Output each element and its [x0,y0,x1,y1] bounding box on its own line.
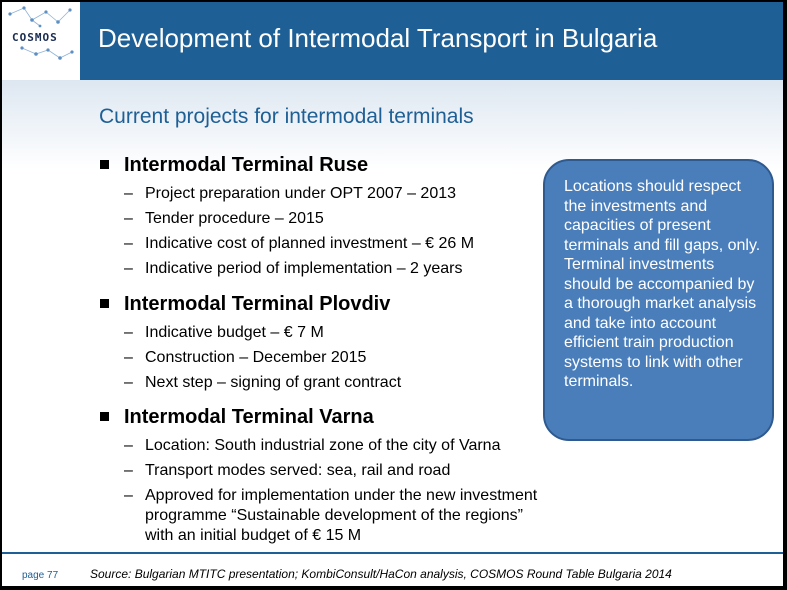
item-list [100,184,540,279]
list-item [100,234,540,254]
item-text: Indicative budget – € 7 M [145,324,324,341]
dash-bullet-icon: – [124,349,133,366]
square-bullet-icon [100,160,109,169]
list-item [100,461,540,481]
dash-bullet-icon: – [124,324,133,341]
item-text: Project preparation under OPT 2007 – 2013 [145,185,457,202]
dash-bullet-icon: – [124,185,133,202]
item-text: Indicative period of implementation – 2 years [145,260,463,277]
item-text: Next step – signing of grant contract [145,374,402,391]
item-text: Location: South industrial zone of the city of Varna [145,437,501,454]
item-list [100,323,540,393]
callout-box [543,159,774,441]
dash-bullet-icon: – [124,487,133,504]
list-item [100,259,540,279]
section-plovdiv [100,292,540,393]
header-bar [2,2,783,80]
cosmos-logo [2,2,80,80]
callout-text: Locations should respect the investments and capacities of present terminals and fill gaps, only. Terminal investments should be accompanied by a thorough market analysis and take into account efficient train production systems to link with other terminals. [564,178,761,390]
section-title: Intermodal Terminal Plovdiv [124,293,391,315]
dash-bullet-icon: – [124,437,133,454]
list-item [100,209,540,229]
item-text: Approved for implementation under the new investment programme “Sustainable development of the regions” with an initial budget of € 15 M [145,487,538,544]
item-text: Construction – December 2015 [145,349,367,366]
item-text: Tender procedure – 2015 [145,210,324,227]
item-text: Transport modes served: sea, rail and road [145,462,451,479]
section-heading [100,405,540,431]
source-note: Source: Bulgarian MTITC presentation; KombiConsult/HaCon analysis, COSMOS Round Table Bulgaria 2014 [90,567,672,581]
dash-bullet-icon: – [124,235,133,252]
logo-text: COSMOS [12,31,58,44]
section-title: Intermodal Terminal Ruse [124,154,369,176]
footer-divider [2,552,783,554]
list-item [100,486,540,546]
slide-subtitle: Current projects for intermodal terminals [99,105,474,128]
dash-bullet-icon: – [124,462,133,479]
list-item [100,323,540,343]
item-text: Indicative cost of planned investment – € 26 M [145,235,475,252]
list-item [100,184,540,204]
slide-title: Development of Intermodal Transport in Bulgaria [98,23,658,53]
list-item [100,348,540,368]
list-item [100,373,540,393]
list-item [100,436,540,456]
square-bullet-icon [100,299,109,308]
slide [2,2,783,586]
section-varna [100,405,540,546]
page-number: page 77 [22,570,59,581]
section-heading [100,153,540,179]
dash-bullet-icon: – [124,374,133,391]
section-heading [100,292,540,318]
square-bullet-icon [100,412,109,421]
section-ruse [100,153,540,279]
dash-bullet-icon: – [124,260,133,277]
section-title: Intermodal Terminal Varna [124,406,374,428]
dash-bullet-icon: – [124,210,133,227]
item-list [100,436,540,546]
